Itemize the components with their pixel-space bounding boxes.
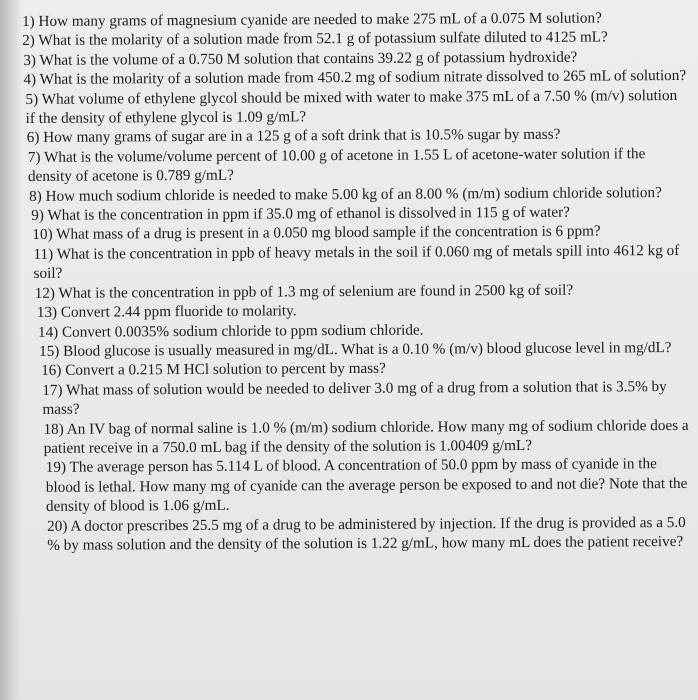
question-1: 1) How many grams of magnesium cyanide are needed to make 275 mL of a 0.075 M solution? (22, 9, 602, 30)
question-12: 12) What is the concentration in ppb of 1.3 mg of selenium are found in 2500 kg of soil? (34, 281, 574, 302)
question-13: 13) Convert 2.44 ppm fluoride to molarity. (36, 302, 297, 322)
question-9: 9) What is the concentration in ppm if 35.0 mg of ethanol is dissolved in 115 g of water? (31, 203, 570, 225)
question-20: 20) A doctor prescribes 25.5 mg of a drug to be administered by injection. If the drug is provided as a 5.0 % by mass solution and the density of the solution is 1.22 g/mL, how many mL does the patient receive? (47, 513, 686, 554)
question-3: 3) What is the volume of a 0.750 M solution that contains 39.22 g of potassium hydroxide? (23, 48, 578, 69)
question-8: 8) How much sodium chloride is needed to make 5.00 kg of an 8.00 % (m/m) sodium chloride solution? (29, 183, 662, 205)
question-14: 14) Convert 0.0035% sodium chloride to ppm sodium chloride. (37, 321, 424, 341)
question-17: 17) What mass of solution would be needed to deliver 3.0 mg of a drug from a solution that is 3.5% by mass? (42, 377, 667, 419)
question-10: 10) What mass of a drug is present in a 0.050 mg blood sample if the concentration is 6 ppm? (32, 222, 601, 244)
question-2: 2) What is the molarity of a solution made from 52.1 g of potassium sulfate diluted to 4125 mL? (22, 28, 608, 50)
question-4: 4) What is the molarity of a solution made from 450.2 mg of sodium nitrate dissolved to 265 mL of solution? (23, 67, 687, 89)
question-19: 19) The average person has 5.114 L of blood. A concentration of 50.0 ppm by mass of cyanide in the blood is lethal. How many mg of cyanide can the average person be exposed to and not die? Note that the density of blood is 1.06 g/mL. (45, 455, 688, 516)
question-18: 18) An IV bag of normal saline is 1.0 % (m/m) sodium chloride. How many mg of sodium chloride does a patient receive in a 750.0 mL bag if the density of the solution is 1.00409 g/mL? (43, 416, 689, 457)
question-11: 11) What is the concentration in ppb of heavy metals in the soil if 0.060 mg of metals spill into 4612 kg of soil? (33, 241, 680, 283)
question-15: 15) Blood glucose is usually measured in mg/dL. What is a 0.10 % (m/v) blood glucose level in mg/dL? (39, 338, 672, 360)
question-5: 5) What volume of ethylene glycol should be mixed with water to make 375 mL of a 7.50 % (m/v) solution if the density of ethylene glycol is 1.09 g/mL? (25, 86, 678, 128)
worksheet-page (22, 8, 691, 555)
question-6: 6) How many grams of sugar are in a 125 g of a soft drink that is 10.5% sugar by mass? (26, 126, 561, 147)
question-7: 7) What is the volume/volume percent of 10.00 g of acetone in 1.55 L of acetone-water solution if the density of acetone is 0.789 g/mL? (27, 145, 646, 186)
question-16: 16) Convert a 0.215 M HCl solution to percent by mass? (41, 360, 386, 380)
page-edge-shadow (0, 0, 22, 700)
